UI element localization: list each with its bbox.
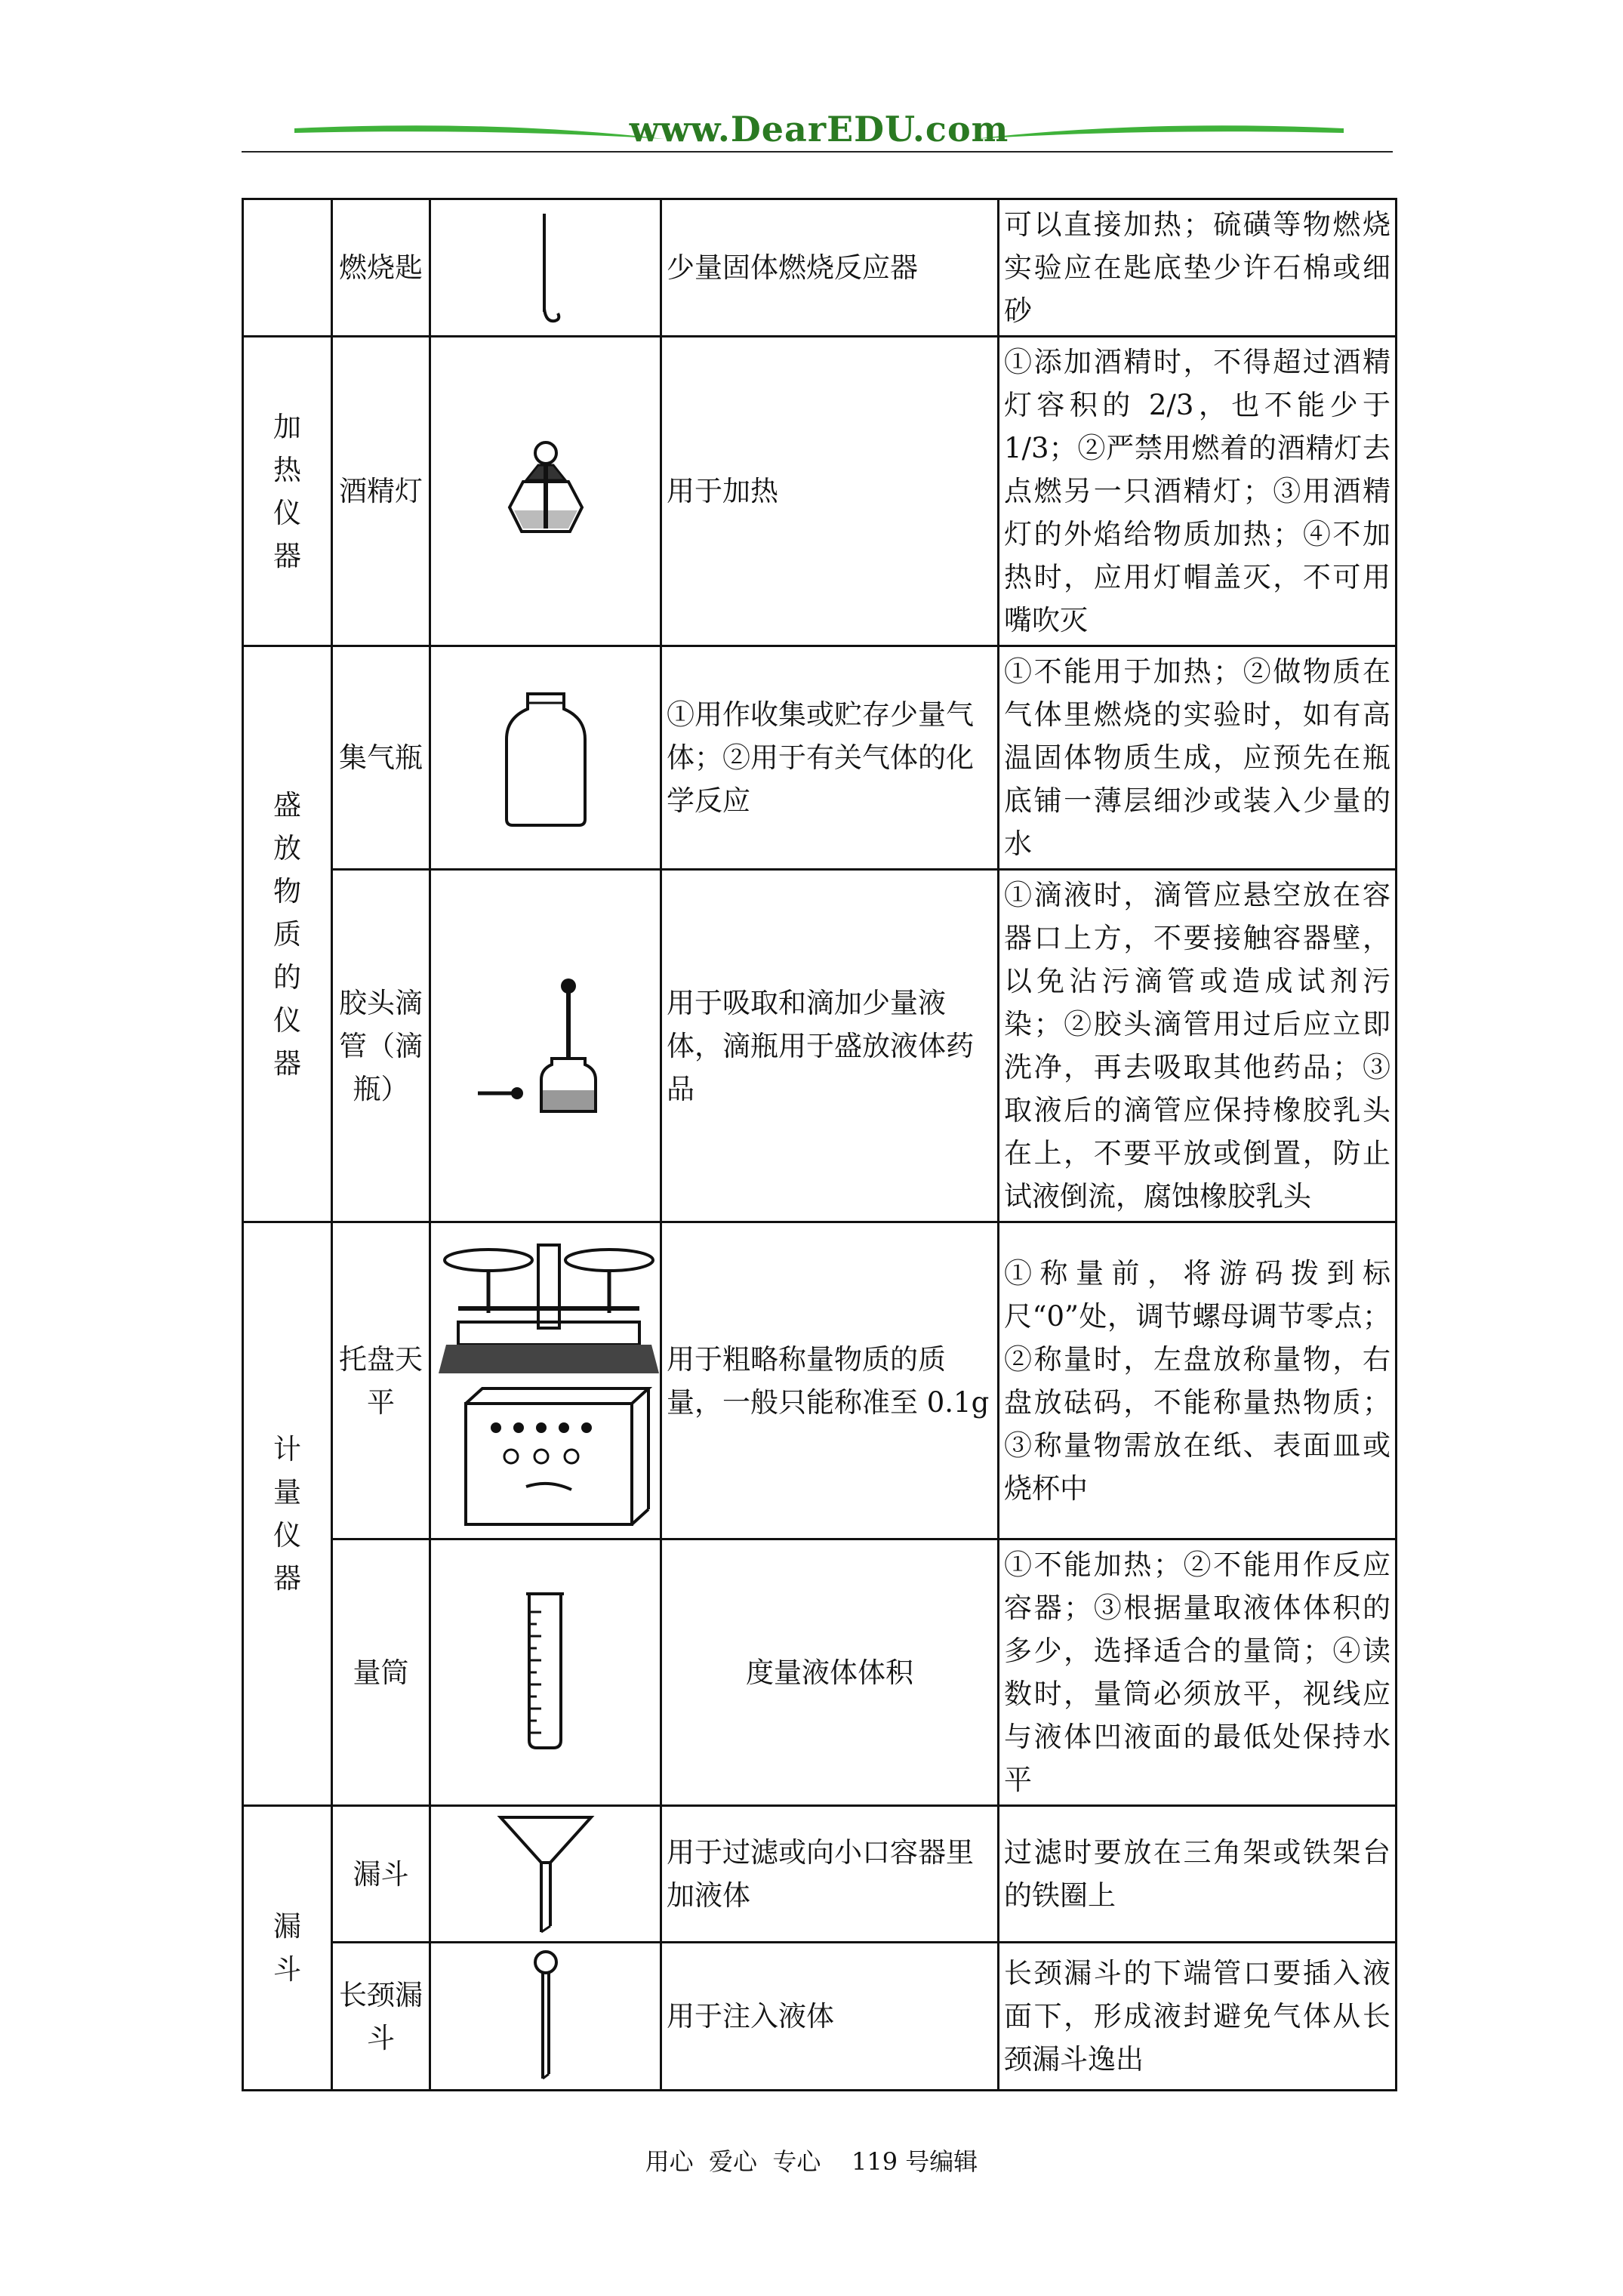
instrument-name: 量筒 [332,1539,430,1806]
instrument-image-cell [430,199,661,337]
table-row [243,337,1397,646]
instrument-use: 少量固体燃烧反应器 [661,199,999,337]
measuring-cylinder-icon [508,1589,584,1755]
instrument-name: 集气瓶 [332,646,430,870]
table-row [243,199,1397,337]
instrument-image-cell [430,1539,661,1806]
category-measuring: 计 量 仪 器 [243,1222,332,1806]
instrument-note: ①添加酒精时，不得超过酒精灯容积的 2/3，也不能少于 1/3；②严禁用燃着的酒精灯去点燃另一只酒精灯；③用酒精灯的外焰给物质加热；④不加热时，应用灯帽盖灭，不可用嘴吹灭 [999,337,1397,646]
instrument-image-cell [430,1943,661,2091]
dropper-bottle-icon [470,974,621,1117]
table-row [243,646,1397,870]
instrument-image-cell [430,870,661,1222]
instrument-image-cell [430,1222,661,1539]
instrument-use: 用于过滤或向小口容器里加液体 [661,1806,999,1943]
alcohol-lamp-icon [493,435,599,548]
instrument-note: ①称量前，将游码拨到标尺“0”处，调节螺母调节零点；②称量时，左盘放称量物，右盘放砝码，不能称量热物质；③称量物需放在纸、表面皿或烧杯中 [999,1222,1397,1539]
instrument-use: ①用作收集或贮存少量气体；②用于有关气体的化学反应 [661,646,999,870]
instrument-use: 用于注入液体 [661,1943,999,2091]
instrument-image-cell [430,1806,661,1943]
balance-and-weights-icon [436,1230,662,1532]
instrument-note: ①滴液时，滴管应悬空放在容器口上方，不要接触容器壁，以免沾污滴管或造成试剂污染；②胶头滴管用过后应立即洗净，再去吸取其他药品；③取液后的滴管应保持橡胶乳头在上，不要平放或倒置，防止试液倒流，腐蚀橡胶乳头 [999,870,1397,1222]
site-url: www.DearEDU.com [629,109,1009,149]
instrument-use: 用于粗略称量物质的质量，一般只能称准至 0.1g [661,1222,999,1539]
funnel-icon [493,1810,599,1938]
instrument-name: 燃烧匙 [332,199,430,337]
table-row [243,1222,1397,1539]
instrument-image-cell [430,337,661,646]
table-row [243,870,1397,1222]
category-funnel: 漏 斗 [243,1806,332,2091]
instrument-name: 酒精灯 [332,337,430,646]
instrument-name: 托盘天平 [332,1222,430,1539]
instrument-note: 过滤时要放在三角架或铁架台的铁圈上 [999,1806,1397,1943]
instrument-note: 长颈漏斗的下端管口要插入液面下，形成液封避免气体从长颈漏斗逸出 [999,1943,1397,2091]
site-header [242,106,1397,166]
instrument-use: 用于加热 [661,337,999,646]
category-heating: 加 热 仪 器 [243,337,332,646]
page-footer: 用心 爱心 专心 119 号编辑 [645,2147,978,2176]
header-rule [242,151,1393,153]
long-neck-funnel-icon [516,1949,576,2085]
table-row [243,1943,1397,2091]
category-holding: 盛 放 物 质 的 仪 器 [243,646,332,1222]
instrument-use: 度量液体体积 [661,1539,999,1806]
instrument-name: 漏斗 [332,1806,430,1943]
instrument-note: ①不能用于加热；②做物质在气体里燃烧的实验时，如有高温固体物质生成，应预先在瓶底铺一薄层细沙或装入少量的水 [999,646,1397,870]
instrument-name: 胶头滴管（滴瓶） [332,870,430,1222]
category-cell-empty [243,199,332,337]
table-row [243,1539,1397,1806]
gas-bottle-icon [493,686,599,830]
table-row [243,1806,1397,1943]
instrument-table [242,198,1397,2091]
instrument-image-cell [430,646,661,870]
instrument-note: 可以直接加热；硫磺等物燃烧实验应在匙底垫少许石棉或细砂 [999,199,1397,337]
combustion-spoon-icon [500,208,591,328]
instrument-name: 长颈漏斗 [332,1943,430,2091]
instrument-note: ①不能加热；②不能用作反应容器；③根据量取液体体积的多少，选择适合的量筒；④读数时，量筒必须放平，视线应与液体凹液面的最低处保持水平 [999,1539,1397,1806]
instrument-use: 用于吸取和滴加少量液体，滴瓶用于盛放液体药品 [661,870,999,1222]
